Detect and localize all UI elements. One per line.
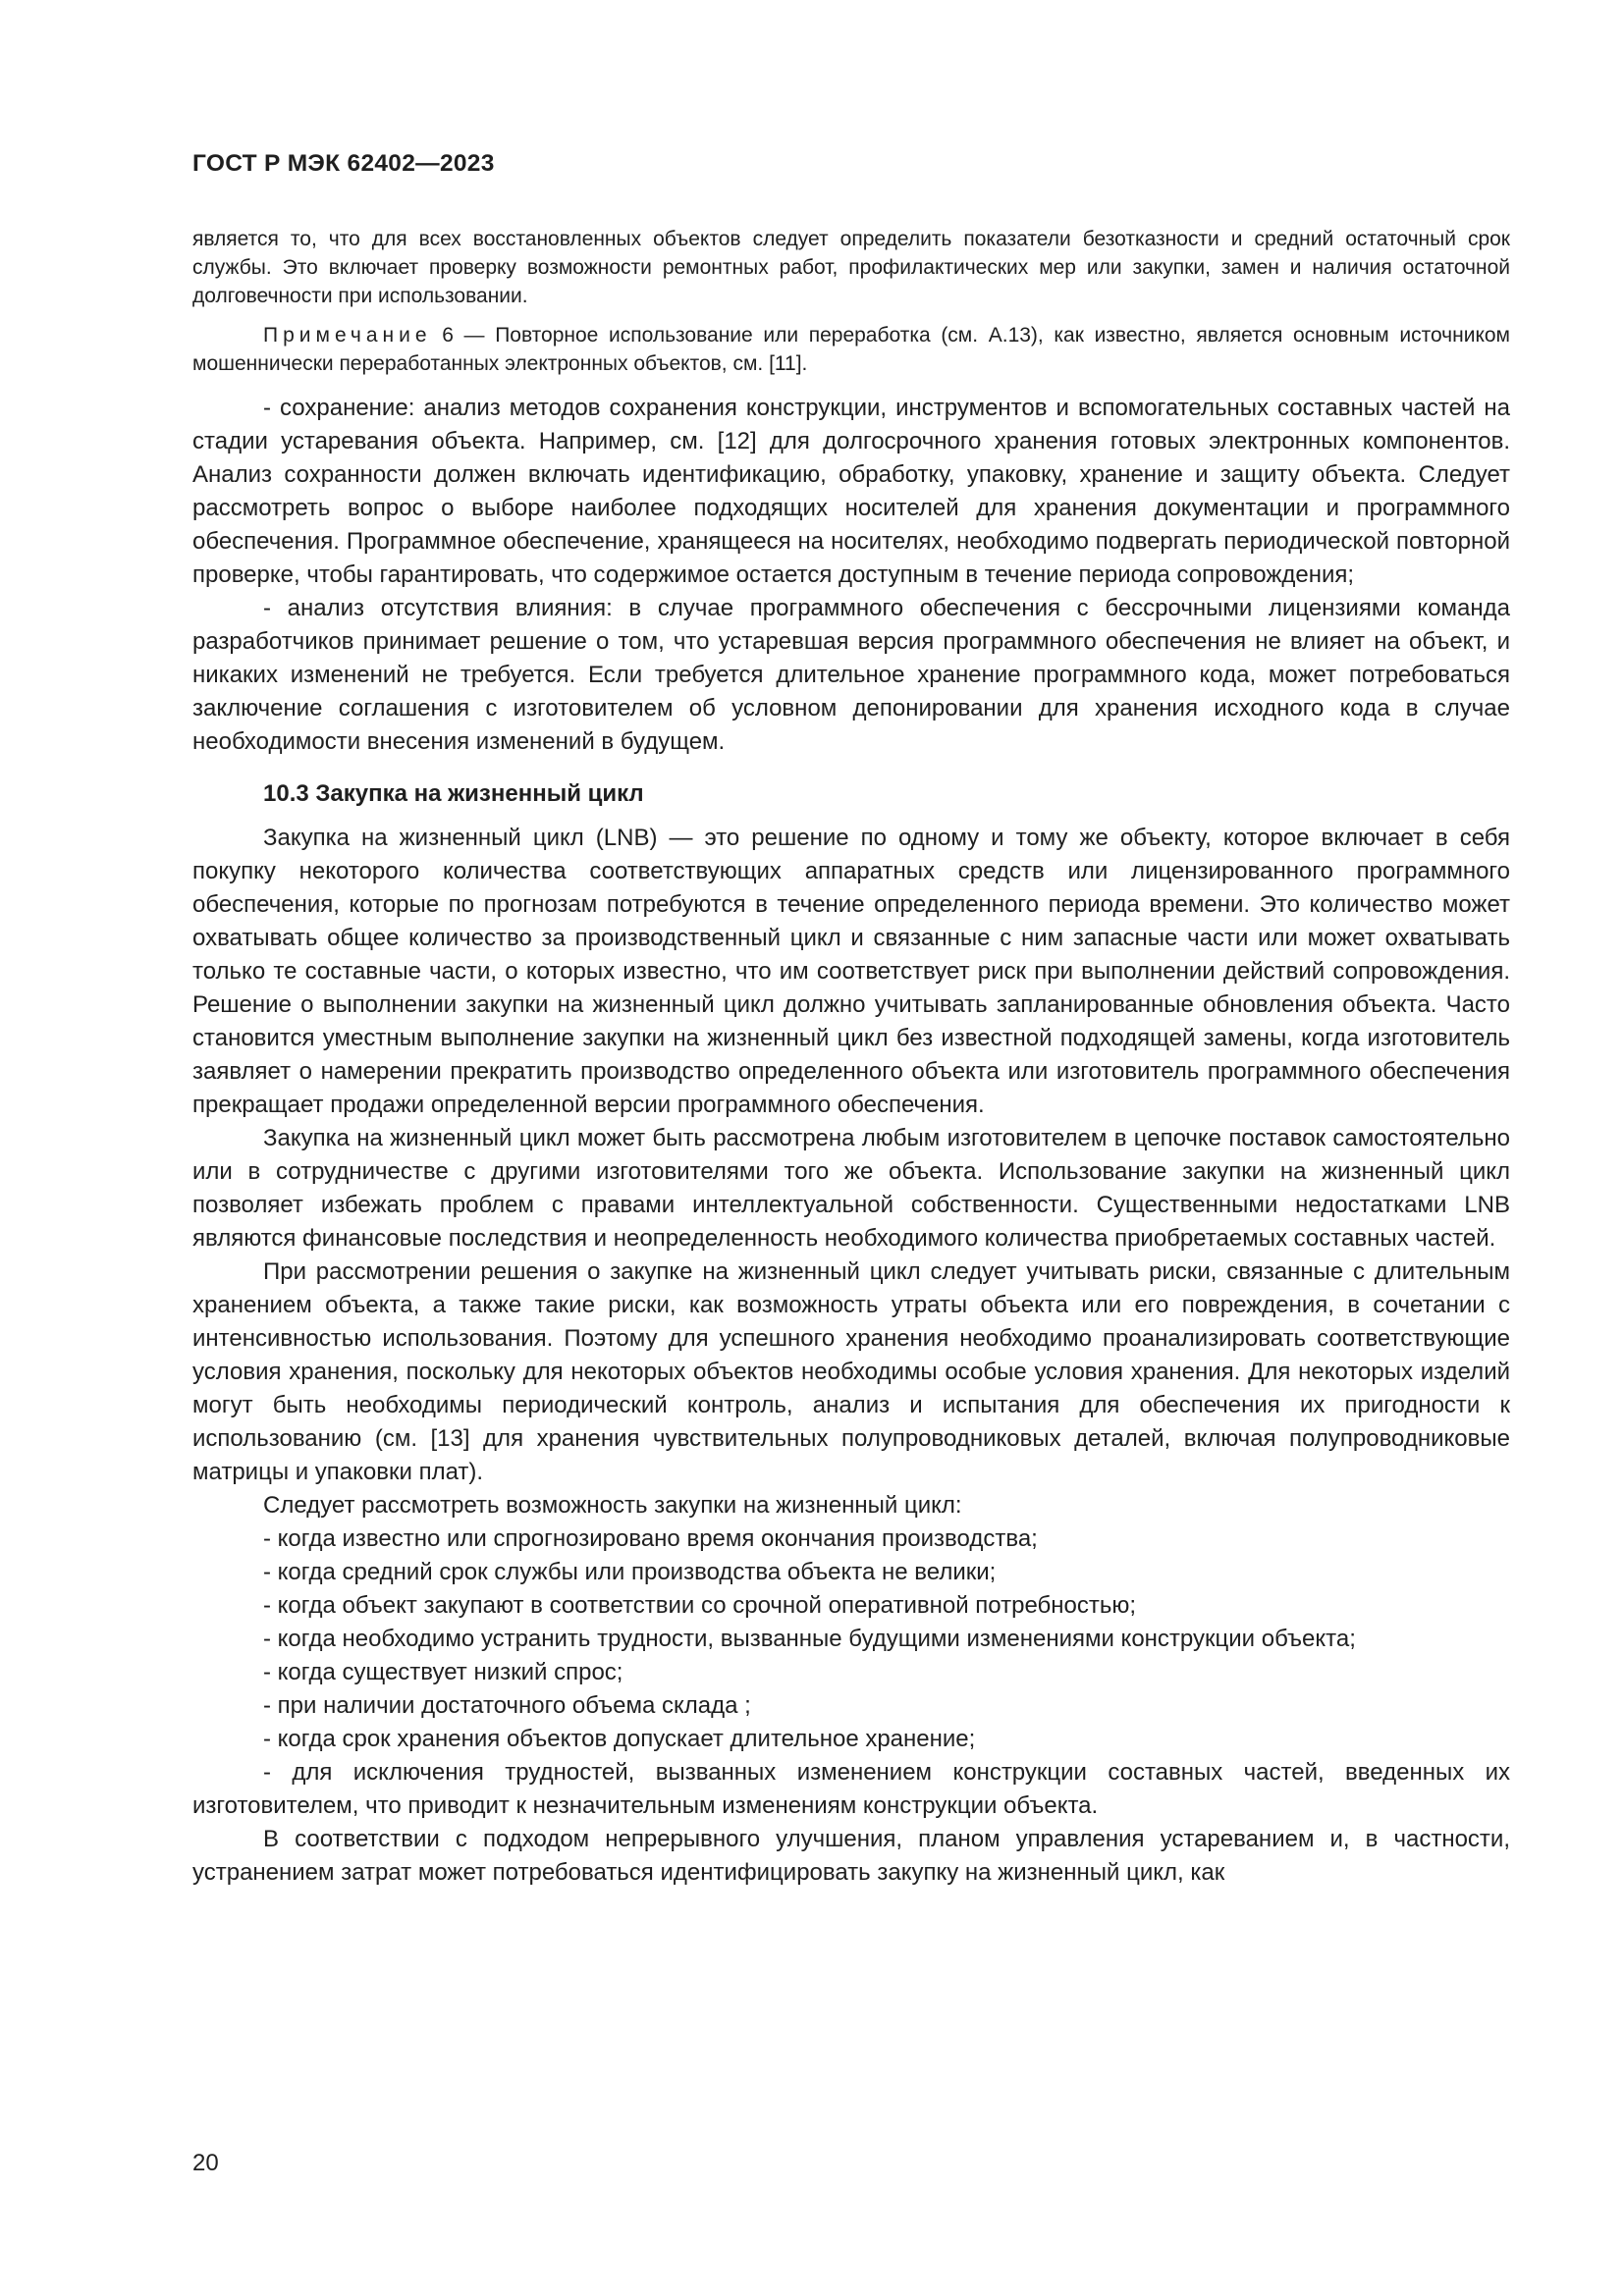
list-b xyxy=(192,1522,1510,1823)
list-item: - для исключения трудностей, вызванных изменением конструкции составных частей, введенных их изготовителем, что приводит к незначительным изменениям конструкции объекта. xyxy=(192,1759,1510,1819)
list-item: - при наличии достаточного объема склада ; xyxy=(263,1692,751,1719)
list-a xyxy=(192,392,1510,759)
list-item: - когда существует низкий спрос; xyxy=(263,1659,623,1685)
body-paragraph: Закупка на жизненный цикл может быть рассмотрена любым изготовителем в цепочке поставок самостоятельно или в сотрудничестве с другими изготовителями того же объекта. Использование закупки на жизненный цикл позволяет избежать проблем с правами интеллектуальной собственности. Существенными недостатками LNB являются финансовые последствия и неопределенность необходимого количества приобретаемых составных частей. xyxy=(192,1125,1510,1252)
body-paragraph: При рассмотрении решения о закупке на жизненный цикл следует учитывать риски, связанные с длительным хранением объекта, а также такие риски, как возможность утраты объекта или его повреждения, в сочетании с интенсивностью использования. Поэтому для успешного хранения необходимо проанализировать соответствующие условия хранения, поскольку для некоторых объектов необходимы особые условия хранения. Для некоторых изделий могут быть необходимы периодический контроль, анализ и испытания для обеспечения их пригодности к использованию (см. [13] для хранения чувствительных полупроводниковых деталей, включая полупроводниковые матрицы и упаковки плат). xyxy=(192,1258,1510,1485)
list-item: - когда необходимо устранить трудности, вызванные будущими изменениями конструкции объекта; xyxy=(263,1626,1356,1652)
list-item: - сохранение: анализ методов сохранения конструкции, инструментов и вспомогательных составных частей на стадии устаревания объекта. Например, см. [12] для долгосрочного хранения готовых электронных компонентов. Анализ сохранности должен включать идентификацию, обработку, упаковку, хранение и защиту объекта. Следует рассмотреть вопрос о выборе наиболее подходящих носителей для хранения документации и программного обеспечения. Программное обеспечение, хранящееся на носителях, необходимо подвергать периодической повторной проверке, чтобы гарантировать, что содержимое остается доступным в течение периода сопровождения; xyxy=(192,395,1510,588)
list-item: - когда объект закупают в соответствии со срочной оперативной потребностью; xyxy=(263,1592,1137,1619)
list-item: - когда срок хранения объектов допускает длительное хранение; xyxy=(263,1726,976,1752)
body-paragraph: Закупка на жизненный цикл (LNB) — это решение по одному и тому же объекту, которое включает в себя покупку некоторого количества соответствующих аппаратных средств или лицензированного программного обеспечения, которые по прогнозам потребуются в течение определенного периода времени. Это количество может охватывать общее количество за производственный цикл и связанные с ним запасные части или может охватывать только те составные части, о которых известно, что им соответствует риск при выполнении действий сопровождения. Решение о выполнении закупки на жизненный цикл должно учитывать запланированные обновления объекта. Часто становится уместным выполнение закупки на жизненный цикл без известной подходящей замены, когда изготовитель заявляет о намерении прекратить производство определенного объекта или изготовитель программного обеспечения прекращает продажи определенной версии программного обеспечения. xyxy=(192,825,1510,1118)
note-text: 6 — Повторное использование или переработка (см. А.13), как известно, является основным источником мошеннически переработанных электронных объектов, см. [11]. xyxy=(192,324,1510,375)
list-item: - когда средний срок службы или производства объекта не велики; xyxy=(263,1559,997,1585)
document-header: ГОСТ Р МЭК 62402—2023 xyxy=(192,150,495,177)
intro-paragraph: является то, что для всех восстановленных объектов следует определить показатели безотказности и средний остаточный срок службы. Это включает проверку возможности ремонтных работ, профилактических мер или закупки, замен и наличия остаточной долговечности при использовании. xyxy=(192,228,1510,307)
list-item: - когда известно или спрогнозировано время окончания производства; xyxy=(263,1525,1038,1552)
list-item: - анализ отсутствия влияния: в случае программного обеспечения с бессрочными лицензиями команда разработчиков принимает решение о том, что устаревшая версия программного обеспечения не влияет на объект, и никаких изменений не требуется. Если требуется длительное хранение программного кода, может потребоваться заключение соглашения с изготовителем об условном депонировании для хранения исходного кода в случае необходимости внесения изменений в будущем. xyxy=(192,595,1510,755)
closing-paragraph: В соответствии с подходом непрерывного улучшения, планом управления устареванием и, в частности, устранением затрат может потребоваться идентифицировать закупку на жизненный цикл, как xyxy=(192,1826,1510,1886)
body-paragraph: Следует рассмотреть возможность закупки на жизненный цикл: xyxy=(263,1492,962,1519)
page-number: 20 xyxy=(192,2150,219,2176)
section-heading: 10.3 Закупка на жизненный цикл xyxy=(263,780,644,807)
page-content xyxy=(192,225,1510,1890)
note-paragraph xyxy=(192,321,1510,378)
note-label: Примечание xyxy=(263,324,432,347)
